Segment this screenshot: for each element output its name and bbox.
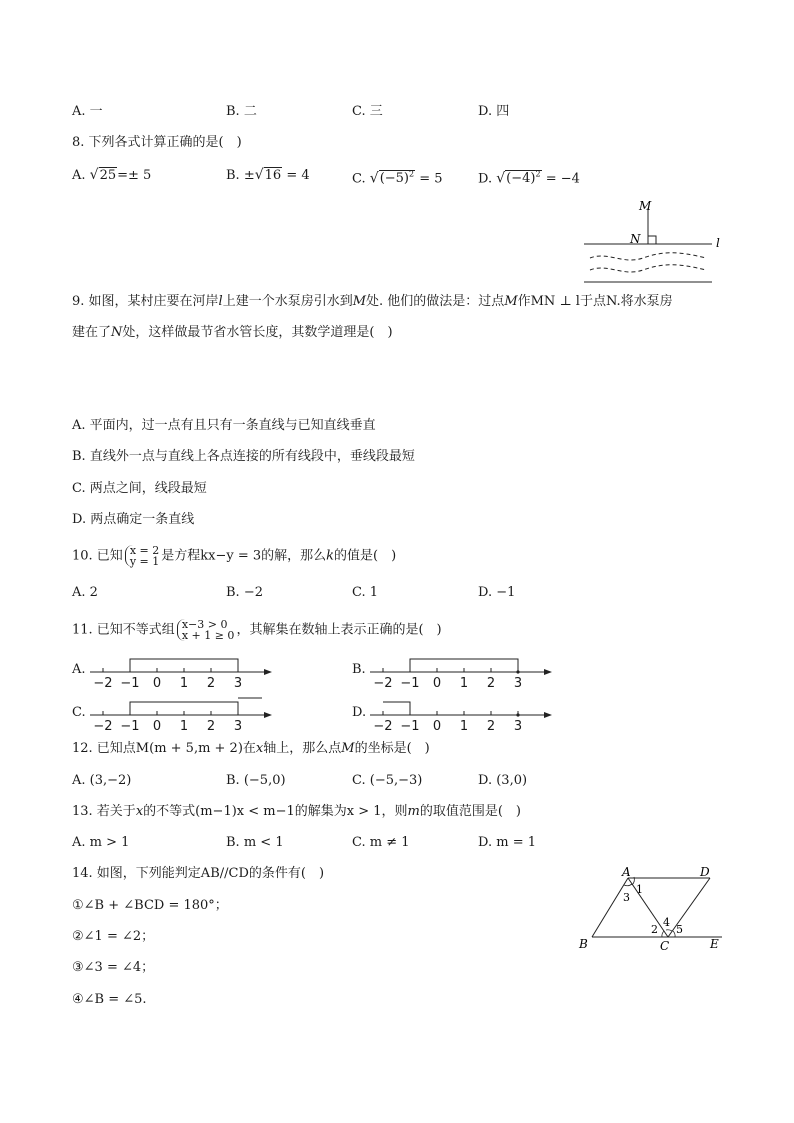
- axis-tick-label: 3: [513, 719, 523, 734]
- q9-option-c: C. 两点之间，线段最短: [72, 481, 207, 496]
- q14-angle-1: 1: [636, 883, 643, 896]
- q9-river-figure: [578, 196, 728, 288]
- q14-label-c: C: [660, 939, 670, 953]
- q8-option-a: A. √25=± 5: [72, 167, 152, 183]
- q14-label-a: A: [622, 865, 631, 879]
- q8-option-b: B. ±√16 = 4: [226, 167, 310, 183]
- q14-angle-2: 2: [651, 923, 658, 936]
- q14-angle-5: 5: [676, 923, 683, 936]
- q10-option-c: C. 1: [352, 585, 379, 600]
- q14-label-e: E: [710, 937, 719, 951]
- q9-option-d: D. 两点确定一条直线: [72, 512, 195, 527]
- q7-option-c: C. 三: [352, 104, 383, 119]
- axis-tick-label: 3: [233, 719, 243, 734]
- q10-stem: 10. 已知 x = 2 y = 1 是方程kx−y = 3的解，那么k的值是( ): [72, 544, 397, 568]
- axis-tick-label: 0: [152, 676, 162, 691]
- q11-option-c-letter: C.: [72, 705, 86, 720]
- q11-numberline-b: [366, 652, 556, 692]
- axis-tick-label: 1: [459, 719, 469, 734]
- q10-equation-system: x = 2 y = 1: [125, 545, 159, 567]
- q7-option-d: D. 四: [478, 104, 510, 119]
- axis-tick-label: −2: [373, 676, 393, 691]
- axis-arrow: [264, 669, 272, 675]
- axis-tick-label: 0: [432, 676, 442, 691]
- q11-stem: 11. 已知不等式组 x−3 > 0 x + 1 ≥ 0 ，其解集在数轴上表示正确的是( ): [72, 618, 442, 642]
- q11-option-d-letter: D.: [352, 705, 367, 720]
- q8-option-d: D. $√(-4)^2 = -4$: [478, 170, 580, 187]
- axis-tick-label: −2: [373, 719, 393, 734]
- axis-tick-label: 2: [486, 719, 496, 734]
- q7-option-a: A. 一: [72, 104, 103, 119]
- q13-option-a: A. m > 1: [72, 835, 130, 850]
- q12-option-a: A. (3,−2): [72, 773, 132, 788]
- axis-tick-label: 1: [459, 676, 469, 691]
- solution-endpoint: [516, 670, 519, 673]
- axis-tick-label: 1: [179, 719, 189, 734]
- axis-tick-label: −2: [93, 719, 113, 734]
- q12-option-b: B. (−5,0): [226, 773, 286, 788]
- q12-stem: 12. 已知点M(m + 5,m + 2)在x轴上，那么点M的坐标是( ): [72, 741, 430, 756]
- axis-arrow: [544, 669, 552, 675]
- axis-tick-label: 2: [206, 719, 216, 734]
- axis-tick-label: −1: [120, 676, 140, 691]
- q14-condition-3: ③∠3 = ∠4；: [72, 960, 155, 975]
- q9-option-a: A. 平面内，过一点有且只有一条直线与已知直线垂直: [72, 418, 376, 433]
- q9-stem-line2: 建在了N处，这样做最节省水管长度，其数学道理是( ): [72, 325, 393, 340]
- q11-inequality-system: x−3 > 0 x + 1 ≥ 0: [177, 619, 235, 641]
- q11-numberline-d: [366, 695, 556, 735]
- q13-option-b: B. m < 1: [226, 835, 284, 850]
- axis-tick-label: 1: [179, 676, 189, 691]
- q14-condition-4: ④∠B = ∠5.: [72, 992, 147, 1007]
- q11-option-b-letter: B.: [352, 662, 366, 677]
- q9-label-n: N: [630, 232, 641, 246]
- q14-condition-2: ②∠1 = ∠2；: [72, 929, 155, 944]
- q14-label-d: D: [700, 865, 710, 879]
- q14-angle-4: 4: [663, 916, 670, 929]
- axis-tick-label: 3: [233, 676, 243, 691]
- axis-tick-label: −1: [400, 676, 420, 691]
- q9-stem-line1: 9. 如图，某村庄要在河岸l上建一个水泵房引水到M处. 他们的做法是：过点M作MN ⊥ l于点N.将水泵房: [72, 294, 673, 309]
- q13-option-c: C. m ≠ 1: [352, 835, 410, 850]
- axis-tick-label: 0: [432, 719, 442, 734]
- q10-option-a: A. 2: [72, 585, 98, 600]
- q8-option-c: C. $√(-5)^2 = 5$: [352, 170, 443, 187]
- axis-tick-label: −2: [93, 676, 113, 691]
- q9-option-b: B. 直线外一点与直线上各点连接的所有线段中，垂线段最短: [72, 449, 415, 464]
- q13-option-d: D. m = 1: [478, 835, 536, 850]
- axis-tick-label: 2: [206, 676, 216, 691]
- q14-parallelogram-figure: [574, 864, 734, 956]
- q10-option-d: D. −1: [478, 585, 516, 600]
- axis-arrow: [544, 712, 552, 718]
- q7-option-b: B. 二: [226, 104, 257, 119]
- q9-label-l: l: [716, 236, 720, 250]
- q12-option-d: D. (3,0): [478, 773, 528, 788]
- q11-option-a-letter: A.: [72, 662, 86, 677]
- q12-option-c: C. (−5,−3): [352, 773, 423, 788]
- axis-arrow: [264, 712, 272, 718]
- q11-numberline-c: [86, 695, 276, 735]
- q14-condition-1: ①∠B + ∠BCD = 180°；: [72, 898, 228, 913]
- q13-stem: 13. 若关于x的不等式(m−1)x < m−1的解集为x > 1，则m的取值范围是( ): [72, 804, 522, 819]
- axis-tick-label: −1: [120, 719, 140, 734]
- axis-tick-label: 3: [513, 676, 523, 691]
- q9-label-m: M: [639, 199, 652, 213]
- axis-tick-label: −1: [400, 719, 420, 734]
- axis-tick-label: 0: [152, 719, 162, 734]
- solution-point: [516, 713, 519, 716]
- q14-label-b: B: [579, 937, 588, 951]
- q8-stem: 8. 下列各式计算正确的是( ): [72, 135, 242, 150]
- q14-angle-3: 3: [623, 891, 630, 904]
- q14-stem: 14. 如图，下列能判定AB//CD的条件有( ): [72, 866, 325, 881]
- q10-option-b: B. −2: [226, 585, 263, 600]
- q11-numberline-a: [86, 652, 276, 692]
- solution-ray: [383, 702, 410, 715]
- axis-tick-label: 2: [486, 676, 496, 691]
